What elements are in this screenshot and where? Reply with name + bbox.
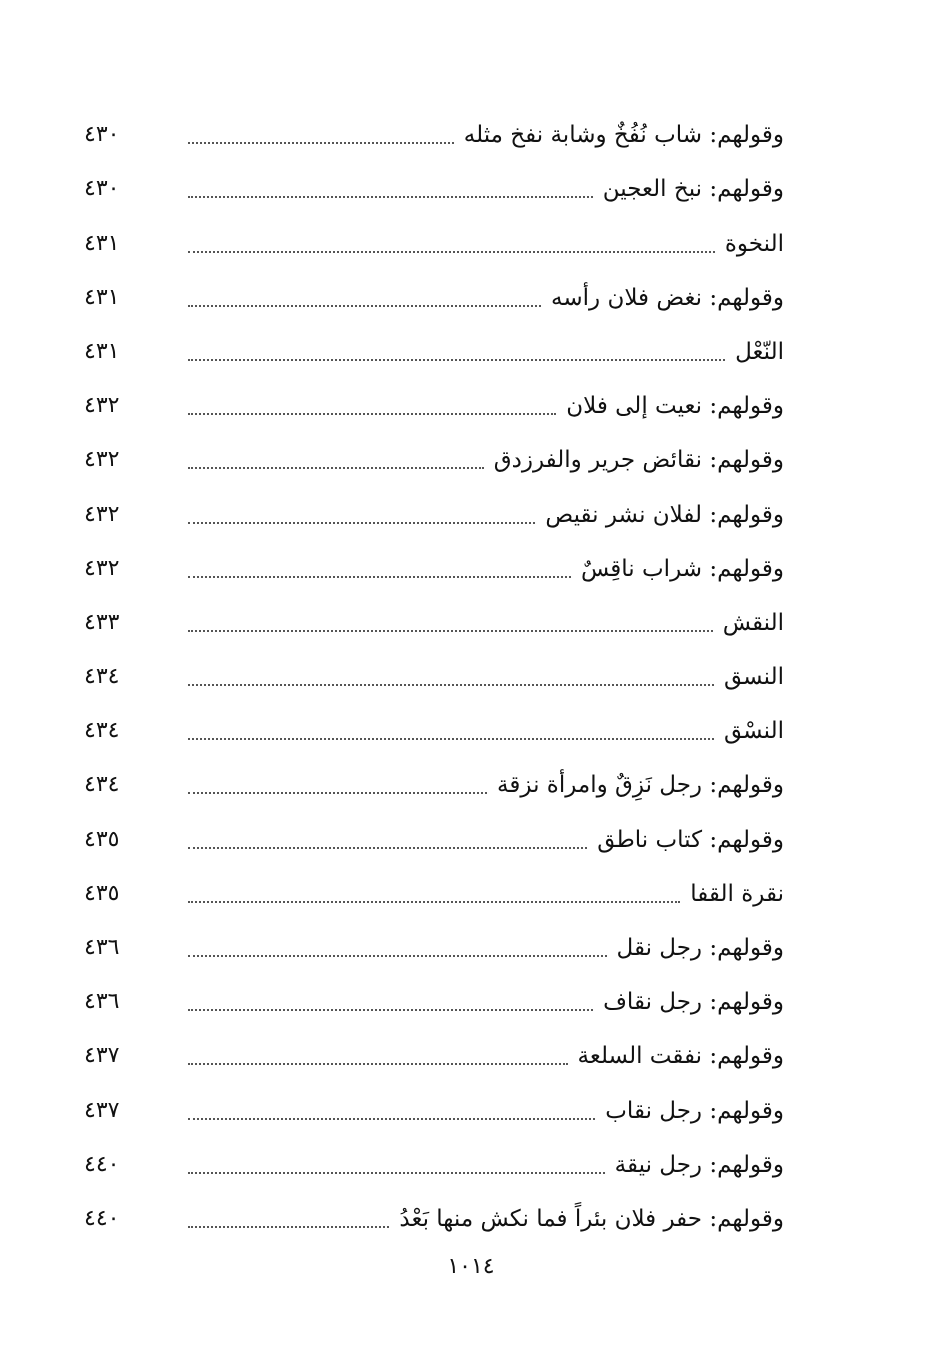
toc-entry (84, 96, 784, 150)
entry-page-number: ٤٤٠ (84, 1151, 120, 1177)
dot-leader (188, 847, 587, 849)
toc-entry (84, 367, 784, 421)
dot-leader (188, 1009, 593, 1011)
dot-leader (188, 901, 680, 903)
entry-title: وقولهم: رجل نقاف (603, 989, 784, 1016)
entry-page-number: ٤٣١ (84, 230, 120, 256)
entry-title: النقش (722, 609, 784, 636)
dot-leader (188, 359, 725, 361)
entry-page-number: ٤٣٥ (84, 826, 120, 852)
entry-title: وقولهم: نفقت السلعة (577, 1043, 784, 1070)
entry-title: وقولهم: نبخ العجين (602, 176, 784, 203)
dot-leader (188, 1172, 605, 1174)
dot-leader (188, 684, 714, 686)
dot-leader (188, 413, 556, 415)
entry-title: النخوة (724, 230, 784, 257)
toc-entry (84, 638, 784, 692)
toc-entry (84, 800, 784, 854)
toc-entry (84, 963, 784, 1017)
toc-entry (84, 1017, 784, 1071)
entry-page-number: ٤٣٤ (84, 772, 120, 798)
entry-page-number: ٤٣٢ (84, 393, 120, 419)
dot-leader (188, 1226, 389, 1228)
dot-leader (188, 467, 484, 469)
entry-title: النّعْل (735, 338, 784, 365)
entry-page-number: ٤٣١ (84, 338, 120, 364)
dot-leader (188, 251, 715, 253)
entry-title: وقولهم: كتاب ناطق (597, 826, 784, 853)
dot-leader (188, 1118, 595, 1120)
entry-page-number: ٤٣٧ (84, 1097, 120, 1123)
entry-page-number: ٤٣٤ (84, 718, 120, 744)
toc-entry (84, 475, 784, 529)
toc-entry (84, 1180, 784, 1234)
toc-entry (84, 746, 784, 800)
toc-entry (84, 1071, 784, 1125)
table-of-contents (84, 96, 784, 1234)
toc-entry (84, 1126, 784, 1180)
entry-page-number: ٤٣٤ (84, 664, 120, 690)
entry-page-number: ٤٣٠ (84, 176, 120, 202)
toc-entry (84, 150, 784, 204)
dot-leader (188, 738, 714, 740)
entry-title: نقرة القفا (690, 880, 784, 907)
entry-title: وقولهم: شراب ناقِسٌ (580, 555, 784, 582)
entry-title: وقولهم: حفر فلان بئراً فما نكش منها بَعْدُ (399, 1205, 784, 1232)
entry-title: النسق (723, 664, 784, 691)
toc-entry (84, 692, 784, 746)
entry-title: وقولهم: رجل نَزِقٌ وامرأة نزقة (497, 772, 784, 799)
entry-title: وقولهم: رجل نقاب (605, 1097, 784, 1124)
entry-page-number: ٤٣٦ (84, 935, 120, 960)
dot-leader (188, 305, 541, 307)
toc-entry (84, 909, 784, 963)
entry-page-number: ٤٣٢ (84, 555, 120, 581)
entry-page-number: ٤٣٥ (84, 880, 120, 906)
dot-leader (188, 196, 593, 198)
dot-leader (188, 142, 454, 144)
entry-title: وقولهم: رجل نيقة (614, 1151, 784, 1178)
toc-entry (84, 584, 784, 638)
entry-page-number: ٤٣٦ (84, 989, 120, 1015)
entry-page-number: ٤٣٢ (84, 501, 120, 527)
entry-page-number: ٤٤٠ (84, 1205, 120, 1231)
entry-title: النسْق (723, 718, 784, 745)
entry-page-number: ٤٣٢ (84, 447, 120, 473)
toc-entry (84, 421, 784, 475)
toc-entry (84, 204, 784, 258)
entry-title: وقولهم: رجل نقل (616, 935, 784, 961)
entry-title: وقولهم: نعيت إلى فلان (566, 393, 784, 420)
toc-entry (84, 855, 784, 909)
entry-title: وقولهم: نقائض جرير والفرزدق (493, 447, 784, 474)
page-number: ١٠١٤ (447, 1254, 495, 1279)
dot-leader (188, 792, 487, 794)
entry-title: وقولهم: شاب نُفُخٌ وشابة نفخ مثله (463, 122, 784, 149)
dot-leader (188, 630, 713, 632)
dot-leader (188, 522, 535, 524)
entry-page-number: ٤٣٠ (84, 122, 120, 148)
entry-page-number: ٤٣١ (84, 284, 120, 310)
dot-leader (188, 576, 571, 578)
entry-page-number: ٤٣٧ (84, 1043, 120, 1069)
dot-leader (188, 955, 607, 957)
dot-leader (188, 1063, 568, 1065)
toc-entry (84, 530, 784, 584)
toc-entry (84, 313, 784, 367)
entry-title: وقولهم: لفلان نشر نقيص (545, 501, 784, 528)
entry-page-number: ٤٣٣ (84, 609, 120, 635)
entry-title: وقولهم: نغض فلان رأسه (551, 284, 784, 311)
toc-entry (84, 259, 784, 313)
